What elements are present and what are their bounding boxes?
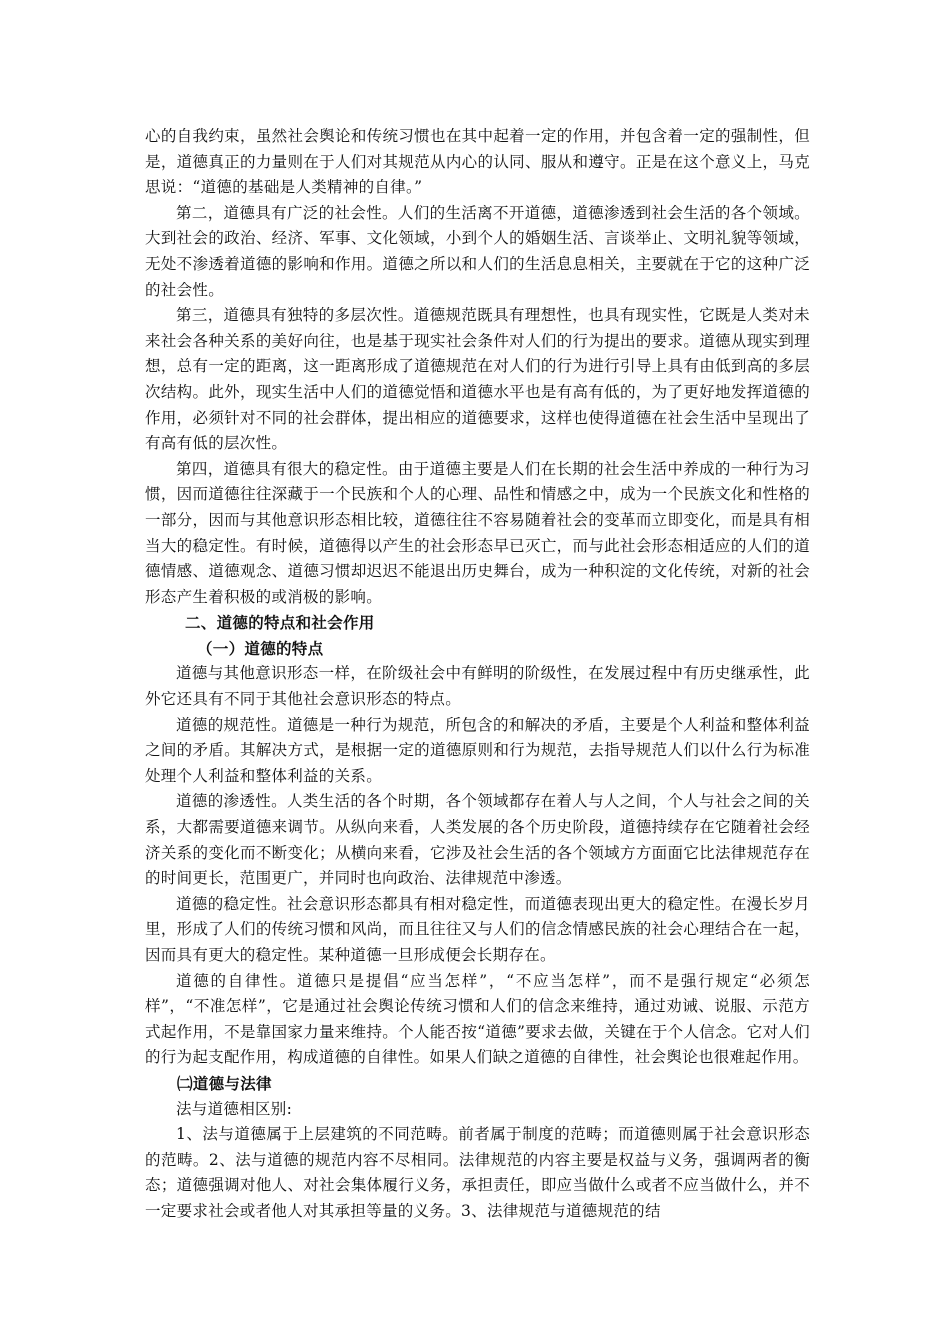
paragraph-second-social: 第二，道德具有广泛的社会性。人们的生活离不开道德，道德渗透到社会生活的各个领域。大到社会的政治、经济、军事、文化领域，小到个人的婚姻生活、言谈举止、文明礼貌等领域，无处不渗透着道德的影响和作用。道德之所以和人们的生活息息相关，主要就在于它的这种广泛的社会性。	[145, 203, 810, 299]
paragraph-law-differences: 1、法与道德属于上层建筑的不同范畴。前者属于制度的范畴；而道德则属于社会意识形态的范畴。2、法与道德的规范内容不尽相同。法律规范的内容主要是权益与义务，强调两者的衡态；道德强调对他人、对社会集体履行义务，承担责任，即应当做什么或者不应当做什么，并不一定要求社会或者他人对其承担等量的义务。3、法律规范与道德规范的结	[145, 1125, 810, 1220]
document-page	[145, 124, 810, 1225]
section-heading: 二、道德的特点和社会作用	[185, 613, 375, 633]
paragraph-law-differences-intro: 法与道德相区别:	[176, 1099, 293, 1118]
subsection-heading-features: （一）道德的特点	[197, 638, 324, 658]
paragraph-normativity: 道德的规范性。道德是一种行为规范，所包含的和解决的矛盾，主要是个人利益和整体利益之间的矛盾。其解决方式，是根据一定的道德原则和行为规范，去指导规范人们以什么行为标准处理个人利益和整体利益的关系。	[145, 715, 810, 785]
paragraph-pervasiveness: 道德的渗透性。人类生活的各个时期，各个领域都存在着人与人之间，个人与社会之间的关系，大都需要道德来调节。从纵向来看，人类发展的各个历史阶段，道德持续存在它随着社会经济关系的变化而不断变化；从横向来看，它涉及社会生活的各个领域方方面面它比法律规范存在的时间更长，范围更广，并同时也向政治、法律规范中渗透。	[145, 792, 810, 888]
subsection-heading-morality-law: ㈡道德与法律	[177, 1073, 272, 1093]
paragraph-self-discipline-continued: 心的自我约束，虽然社会舆论和传统习惯也在其中起着一定的作用，并包含着一定的强制性，但是，道德真正的力量则在于人们对其规范从内心的认同、服从和遵守。正是在这个意义上，马克思说：“道德的基础是人类精神的自律。”	[145, 127, 810, 197]
paragraph-fourth-stability: 第四，道德具有很大的稳定性。由于道德主要是人们在长期的社会生活中养成的一种行为习惯，因而道德往往深藏于一个民族和个人的心理、品性和情感之中，成为一个民族文化和性格的一部分，因而与其他意识形态相比较，道德往往不容易随着社会的变革而立即变化，而是具有相当大的稳定性。有时候，道德得以产生的社会形态早已灭亡，而与此社会形态相适应的人们的道德情感、道德观念、道德习惯却迟迟不能退出历史舞台，成为一种积淀的文化传统，对新的社会形态产生着积极的或消极的影响。	[145, 459, 810, 606]
paragraph-features-intro: 道德与其他意识形态一样，在阶级社会中有鲜明的阶级性，在发展过程中有历史继承性，此外它还具有不同于其他社会意识形态的特点。	[145, 664, 810, 709]
paragraph-self-discipline: 道德的自律性。道德只是提倡“应当怎样”，“不应当怎样”，而不是强行规定“必须怎样”，“不准怎样”，它是通过社会舆论传统习惯和人们的信念来维持，通过劝诫、说服、示范方式起作用，不是靠国家力量来维持。个人能否按“道德”要求去做，关键在于个人信念。它对人们的行为起支配作用，构成道德的自律性。如果人们缺之道德的自律性，社会舆论也很难起作用。	[145, 971, 810, 1067]
paragraph-third-multilevel: 第三，道德具有独特的多层次性。道德规范既具有理想性，也具有现实性，它既是人类对未来社会各种关系的美好向往，也是基于现实社会条件对人们的行为提出的要求。道德从现实到理想，总有一定的距离，这一距离形成了道德规范在对人们的行为进行引导上具有由低到高的多层次结构。此外，现实生活中人们的道德觉悟和道德水平也是有高有低的，为了更好地发挥道德的作用，必须针对不同的社会群体，提出相应的道德要求，这样也使得道德在社会生活中呈现出了有高有低的层次性。	[145, 306, 810, 453]
paragraph-stability: 道德的稳定性。社会意识形态都具有相对稳定性，而道德表现出更大的稳定性。在漫长岁月里，形成了人们的传统习惯和风尚，而且往往又与人们的信念情感民族的社会心理结合在一起，因而具有更大的稳定性。某种道德一旦形成便会长期存在。	[145, 894, 810, 964]
